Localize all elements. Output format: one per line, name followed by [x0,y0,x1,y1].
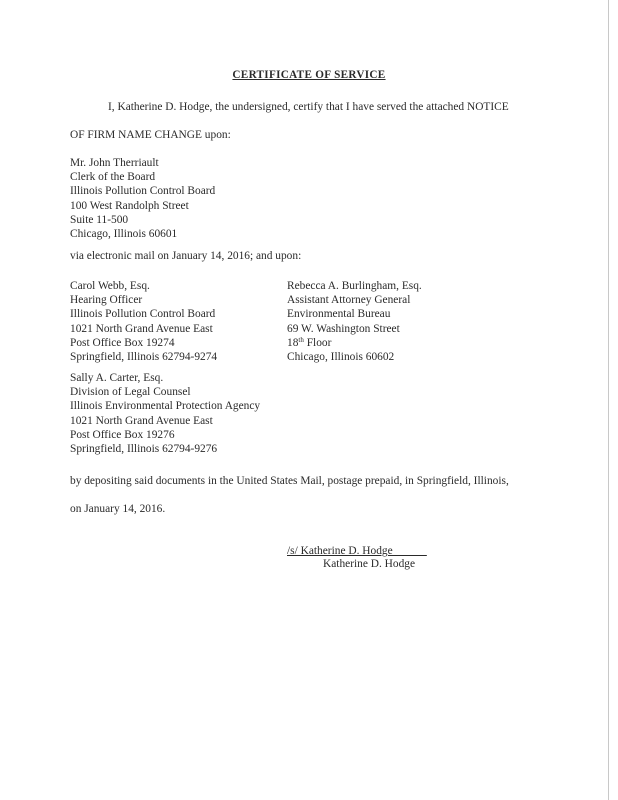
intro-line-2: OF FIRM NAME CHANGE upon: [70,129,231,141]
address-line: Clerk of the Board [70,171,156,184]
signature-line: /s/ Katherine D. Hodge [287,545,427,557]
address-line: Chicago, Illinois 60602 [287,350,395,363]
address-line: Mr. John Therriault [70,157,159,169]
address-line: Carol Webb, Esq. [70,280,150,292]
address-line: Suite 11-500 [70,213,129,226]
address-line: Division of Legal Counsel [70,386,191,399]
document-title: CERTIFICATE OF SERVICE [232,69,386,81]
address-line: 100 West Randolph Street [70,199,189,212]
address-line: Sally A. Carter, Esq. [70,372,164,384]
address-line: Environmental Bureau [287,308,391,321]
address-line: 1021 North Grand Avenue East [70,322,213,335]
address-line: 1021 North Grand Avenue East [70,414,213,427]
signature-name: Katherine D. Hodge [323,558,416,570]
address-line: Illinois Pollution Control Board [70,308,216,321]
address-line: Illinois Pollution Control Board [70,185,216,198]
address-line: Rebecca A. Burlingham, Esq. [287,280,422,292]
delivery-electronic: via electronic mail on January 14, 2016; and upon: [70,250,302,262]
address-line: Hearing Officer [70,294,143,307]
address-line: 69 W. Washington Street [287,322,400,335]
floor-suffix: th [298,335,304,344]
address-line: Springfield, Illinois 62794-9274 [70,350,218,363]
floor-word: Floor [303,336,332,349]
recipient-primary-address [70,156,215,241]
address-line: Springfield, Illinois 62794-9276 [70,442,218,455]
recipient-right-address [287,279,422,364]
address-line: Chicago, Illinois 60601 [70,227,178,240]
address-line-floor [287,336,422,350]
recipient-left-address [70,279,217,364]
page-edge-line [608,0,609,800]
floor-number: 18 [287,336,299,349]
address-line: Post Office Box 19274 [70,336,175,349]
recipient-third-address [70,371,260,456]
address-line: Post Office Box 19276 [70,428,175,441]
address-line: Illinois Environmental Protection Agency [70,400,261,413]
date-line: on January 14, 2016. [70,503,166,515]
intro-line-1: I, Katherine D. Hodge, the undersigned, certify that I have served the attached NOTICE [108,101,509,113]
delivery-mail: by depositing said documents in the United States Mail, postage prepaid, in Springfield, Illinois, [70,475,509,487]
address-line: Assistant Attorney General [287,294,411,307]
